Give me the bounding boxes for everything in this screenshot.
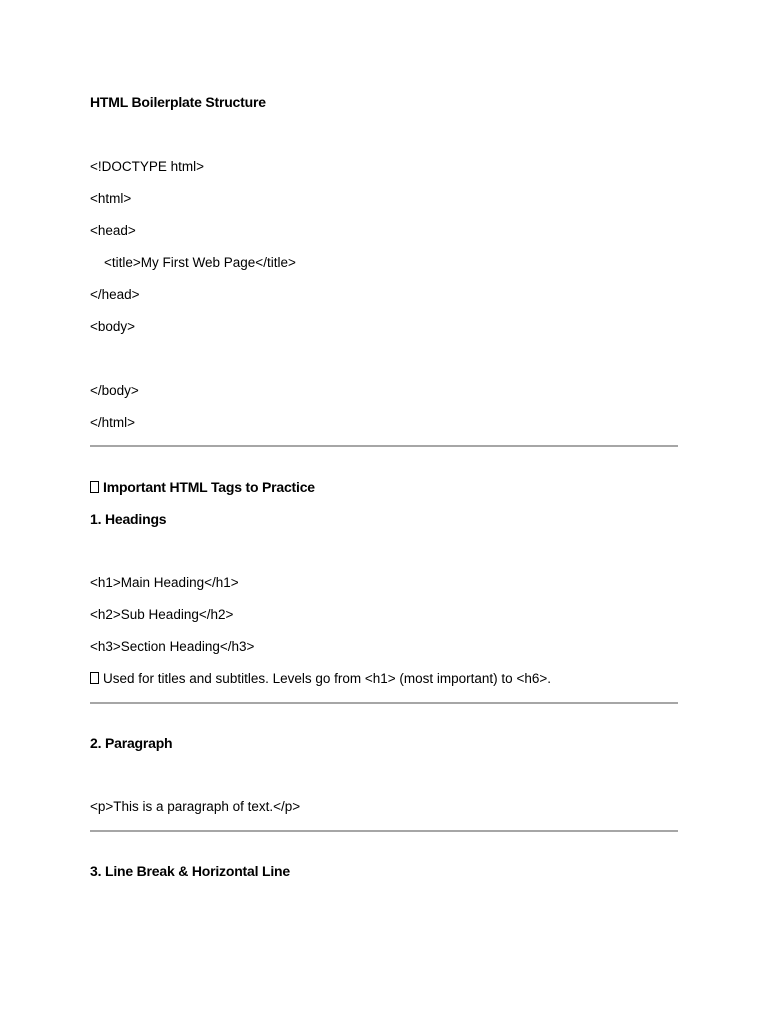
code-line-doctype: <!DOCTYPE html>	[90, 159, 205, 174]
tags-section-heading	[90, 479, 315, 495]
code-line-html-close: </html>	[90, 415, 136, 430]
horizontal-divider	[90, 702, 678, 704]
headings-note-text: Used for titles and subtitles. Levels go from <h1> (most important) to <h6>.	[103, 671, 551, 686]
horizontal-divider	[90, 830, 678, 832]
code-line-head-close: </head>	[90, 287, 140, 302]
code-line-head-open: <head>	[90, 223, 136, 238]
code-line-paragraph: <p>This is a paragraph of text.</p>	[90, 799, 301, 814]
code-line-h1: <h1>Main Heading</h1>	[90, 575, 239, 590]
missing-glyph-icon	[90, 672, 99, 684]
code-line-title: <title>My First Web Page</title>	[104, 255, 296, 270]
code-line-h3: <h3>Section Heading</h3>	[90, 639, 255, 654]
paragraph-subheading: 2. Paragraph	[90, 735, 173, 751]
line-break-subheading: 3. Line Break & Horizontal Line	[90, 863, 290, 879]
code-line-body-open: <body>	[90, 319, 136, 334]
headings-note	[90, 671, 551, 687]
headings-subheading: 1. Headings	[90, 511, 167, 527]
missing-glyph-icon	[90, 481, 99, 493]
code-line-body-close: </body>	[90, 383, 139, 398]
code-line-html-open: <html>	[90, 191, 132, 206]
code-line-h2: <h2>Sub Heading</h2>	[90, 607, 234, 622]
boilerplate-heading: HTML Boilerplate Structure	[90, 94, 266, 110]
horizontal-divider	[90, 445, 678, 447]
tags-section-heading-text: Important HTML Tags to Practice	[103, 479, 315, 495]
